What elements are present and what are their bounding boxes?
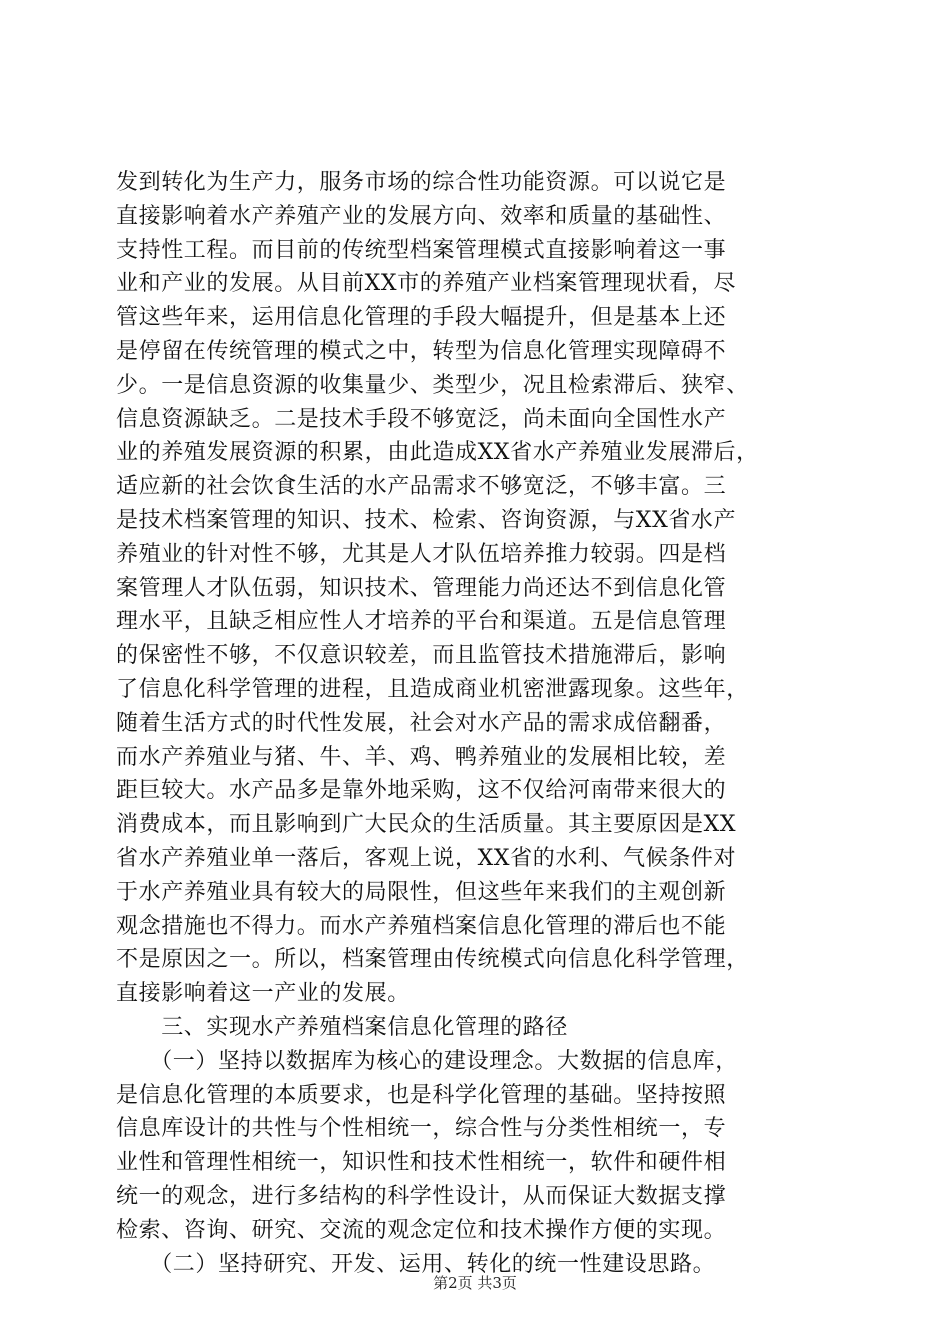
text-line: （一）坚持以数据库为核心的建设理念。大数据的信息库， [116,1048,738,1074]
text-line: 不是原因之一。所以，档案管理由传统模式向信息化科学管理， [116,947,749,973]
text-line: 直接影响着这一产业的发展。 [116,981,410,1007]
text-line: 消费成本，而且影响到广大民众的生活质量。其主要原因是XX [116,812,737,838]
text-line: 距巨较大。水产品多是靠外地采购，这不仅给河南带来很大的 [116,778,727,804]
text-line: 理水平，且缺乏相应性人才培养的平台和渠道。五是信息管理 [116,609,727,635]
text-line: 业的养殖发展资源的积累，由此造成XX省水产养殖业发展滞后， [116,440,759,466]
text-line: 是停留在传统管理的模式之中，转型为信息化管理实现障碍不 [116,338,727,364]
text-line: 检索、咨询、研究、交流的观念定位和技术操作方便的实现。 [116,1217,727,1243]
body-text [116,166,836,1281]
text-line: 了信息化科学管理的进程，且造成商业机密泄露现象。这些年， [116,676,749,702]
text-line: 省水产养殖业单一落后，客观上说，XX省的水利、气候条件对 [116,845,737,871]
text-line: 支持性工程。而目前的传统型档案管理模式直接影响着这一事 [116,237,727,263]
text-line: 信息资源缺乏。二是技术手段不够宽泛，尚未面向全国性水产 [116,406,727,432]
text-line: 观念措施也不得力。而水产养殖档案信息化管理的滞后也不能 [116,913,727,939]
text-line: 适应新的社会饮食生活的水产品需求不够宽泛，不够丰富。三 [116,474,727,500]
text-line: 案管理人才队伍弱，知识技术、管理能力尚还达不到信息化管 [116,575,727,601]
text-line: 于水产养殖业具有较大的局限性，但这些年来我们的主观创新 [116,879,727,905]
text-line: 的保密性不够，不仅意识较差，而且监管技术措施滞后，影响 [116,643,727,669]
text-line: 是信息化管理的本质要求，也是科学化管理的基础。坚持按照 [116,1082,727,1108]
text-line: 三、实现水产养殖档案信息化管理的路径 [116,1014,569,1040]
text-line: 随着生活方式的时代性发展，社会对水产品的需求成倍翻番， [116,710,727,736]
text-line: 养殖业的针对性不够，尤其是人才队伍培养推力较弱。四是档 [116,541,727,567]
text-line: 是技术档案管理的知识、技术、检索、咨询资源，与XX省水产 [116,507,737,533]
text-line: （二）坚持研究、开发、运用、转化的统一性建设思路。 [116,1251,716,1277]
text-line: 直接影响着水产养殖产业的发展方向、效率和质量的基础性、 [116,203,727,229]
text-line: 统一的观念，进行多结构的科学性设计，从而保证大数据支撑 [116,1183,727,1209]
text-line: 管这些年来，运用信息化管理的手段大幅提升，但是基本上还 [116,305,727,331]
text-line: 少。一是信息资源的收集量少、类型少，况且检索滞后、狭窄、 [116,372,749,398]
text-line: 业和产业的发展。从目前XX市的养殖产业档案管理现状看，尽 [116,271,737,297]
text-line: 信息库设计的共性与个性相统一，综合性与分类性相统一，专 [116,1116,727,1142]
text-line: 而水产养殖业与猪、牛、羊、鸡、鸭养殖业的发展相比较，差 [116,744,727,770]
text-line: 发到转化为生产力，服务市场的综合性功能资源。可以说它是 [116,170,727,195]
text-line: 业性和管理性相统一，知识性和技术性相统一，软件和硬件相 [116,1150,727,1176]
page-footer: 第2页 共3页 [433,1274,517,1292]
